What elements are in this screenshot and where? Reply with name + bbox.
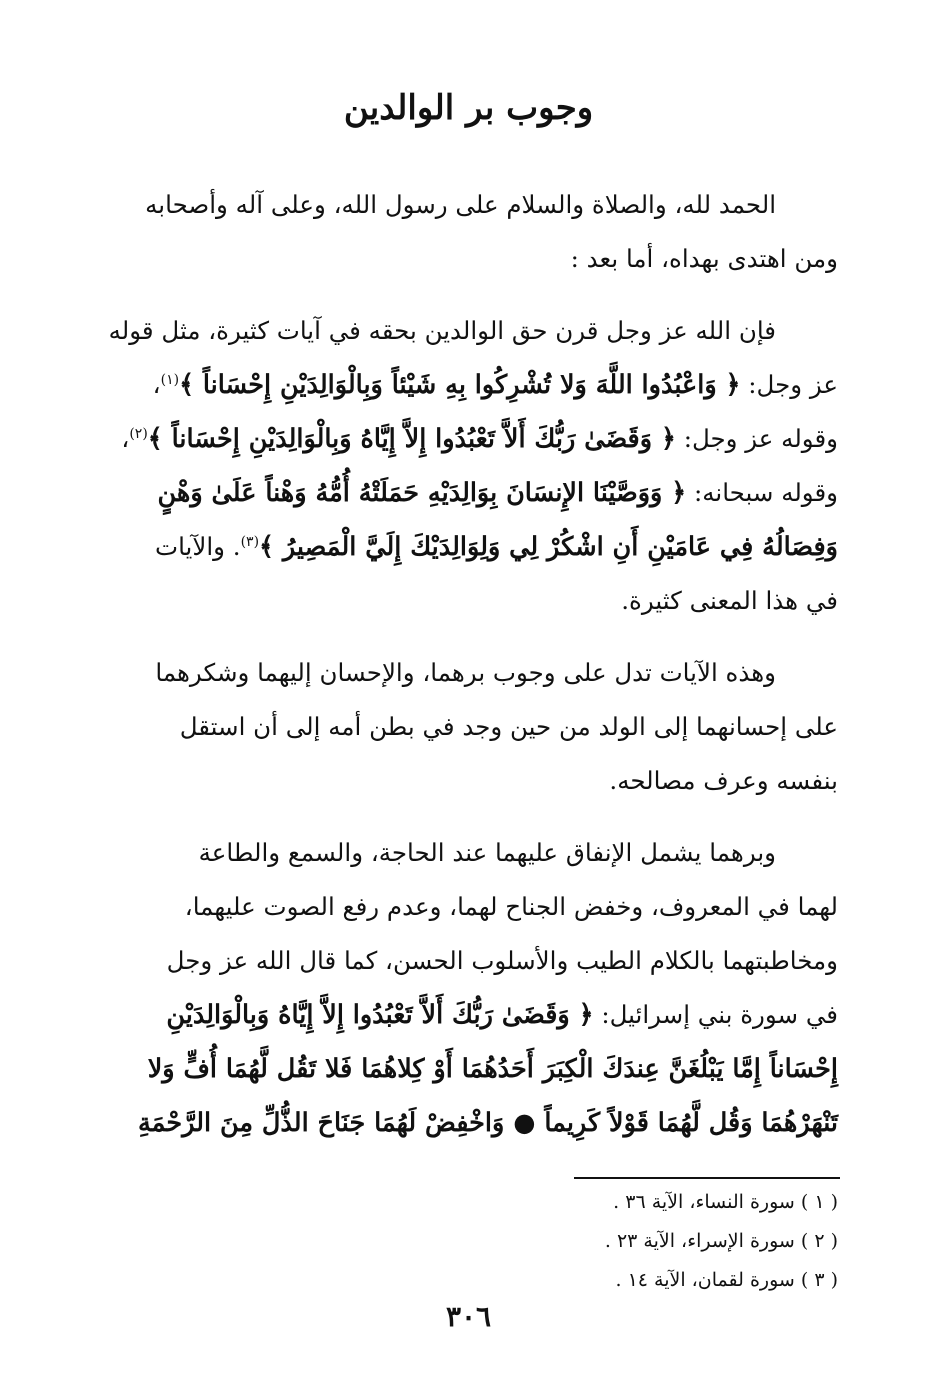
- quran-verse: وَفِصَالُهُ فِي عَامَيْنِ أَنِ اشْكُرْ لِي وَلِوَالِدَيْكَ إِلَيَّ الْمَصِيرُ ﴾: [259, 532, 838, 562]
- punctuation: ،: [152, 370, 161, 399]
- paragraph-meaning: [98, 646, 838, 808]
- text-line: وهذه الآيات تدل على وجوب برهما، والإحسان إليهما وشكرهما: [155, 658, 776, 687]
- footnote-marker: (١): [160, 371, 180, 388]
- line-text: وقوله عز وجل:: [683, 424, 838, 453]
- paragraph-duties: [98, 826, 838, 1150]
- quran-verse: ﴿ وَوَصَّيْنَا الإِنسَانَ بِوَالِدَيْهِ حَمَلَتْهُ أُمُّهُ وَهْناً عَلَىٰ وَهْنٍ: [157, 478, 687, 508]
- text-line: [98, 520, 838, 574]
- text-line: وبرهما يشمل الإنفاق عليهما عند الحاجة، والسمع والطاعة: [198, 838, 776, 867]
- footnote-marker: (٣): [240, 533, 260, 550]
- paragraph-verses: [98, 304, 838, 628]
- quran-verse: ﴿ وَاعْبُدُوا اللَّهَ وَلا تُشْرِكُوا بِهِ شَيْئاً وَبِالْوَالِدَيْنِ إِحْسَاناً ﴾: [179, 370, 741, 400]
- line-text: . والآيات: [155, 532, 241, 561]
- quran-verse: تَنْهَرْهُمَا وَقُل لَّهُمَا قَوْلاً كَرِيماً ● وَاخْفِضْ لَهُمَا جَنَاحَ الذُّلِّ مِنَ الرَّحْمَةِ: [137, 1108, 838, 1138]
- main-text: [98, 178, 838, 1168]
- page-number: ٣٠٦: [445, 1300, 492, 1333]
- text-line: الحمد لله، والصلاة والسلام على رسول الله، وعلى آله وأصحابه: [145, 190, 776, 219]
- quran-verse: ﴿ وَقَضَىٰ رَبُّكَ أَلاَّ تَعْبُدُوا إِلاَّ إِيَّاهُ وَبِالْوَالِدَيْنِ: [166, 1000, 594, 1030]
- paragraph-intro: [98, 178, 838, 286]
- text-line: فإن الله عز وجل قرن حق الوالدين بحقه في آيات كثيرة، مثل قوله: [108, 316, 776, 345]
- text-line: [98, 988, 838, 1042]
- text-line: ومخاطبتهما بالكلام الطيب والأسلوب الحسن، كما قال الله عز وجل: [166, 946, 838, 975]
- page-title: وجوب بر الوالدين: [343, 88, 594, 128]
- text-line: بنفسه وعرف مصالحه.: [609, 766, 838, 795]
- punctuation: ،: [121, 424, 130, 453]
- footnote: ( ٢ ) سورة الإسراء، الآية ٢٣ .: [604, 1230, 838, 1252]
- footnote-divider: [574, 1177, 840, 1179]
- footnote: ( ١ ) سورة النساء، الآية ٣٦ .: [613, 1191, 838, 1213]
- quran-verse: ﴿ وَقَضَىٰ رَبُّكَ أَلاَّ تَعْبُدُوا إِلاَّ إِيَّاهُ وَبِالْوَالِدَيْنِ إِحْسَاناً ﴾: [147, 424, 676, 454]
- text-line: في هذا المعنى كثيرة.: [621, 586, 838, 615]
- text-line: على إحسانهما إلى الولد من حين وجد في بطن أمه إلى أن استقل: [179, 712, 838, 741]
- text-line: [98, 412, 838, 466]
- text-line: [98, 466, 838, 520]
- text-line: لهما في المعروف، وخفض الجناح لهما، وعدم رفع الصوت عليهما،: [184, 892, 838, 921]
- text-line: ومن اهتدى بهداه، أما بعد :: [570, 244, 838, 273]
- line-text: عز وجل:: [748, 370, 838, 399]
- text-line: [98, 358, 838, 412]
- footnote-marker: (٢): [129, 425, 148, 442]
- quran-verse: إِحْسَاناً إِمَّا يَبْلُغَنَّ عِندَكَ الْكِبَرَ أَحَدُهُمَا أَوْ كِلاهُمَا فَلا تَقُل لَّهُمَا أُفٍّ وَلا: [147, 1054, 838, 1084]
- line-text: وقوله سبحانه:: [694, 478, 838, 507]
- footnotes: [400, 1183, 838, 1300]
- footnote: ( ٣ ) سورة لقمان، الآية ١٤ .: [615, 1269, 838, 1291]
- line-text: في سورة بني إسرائيل:: [601, 1000, 838, 1029]
